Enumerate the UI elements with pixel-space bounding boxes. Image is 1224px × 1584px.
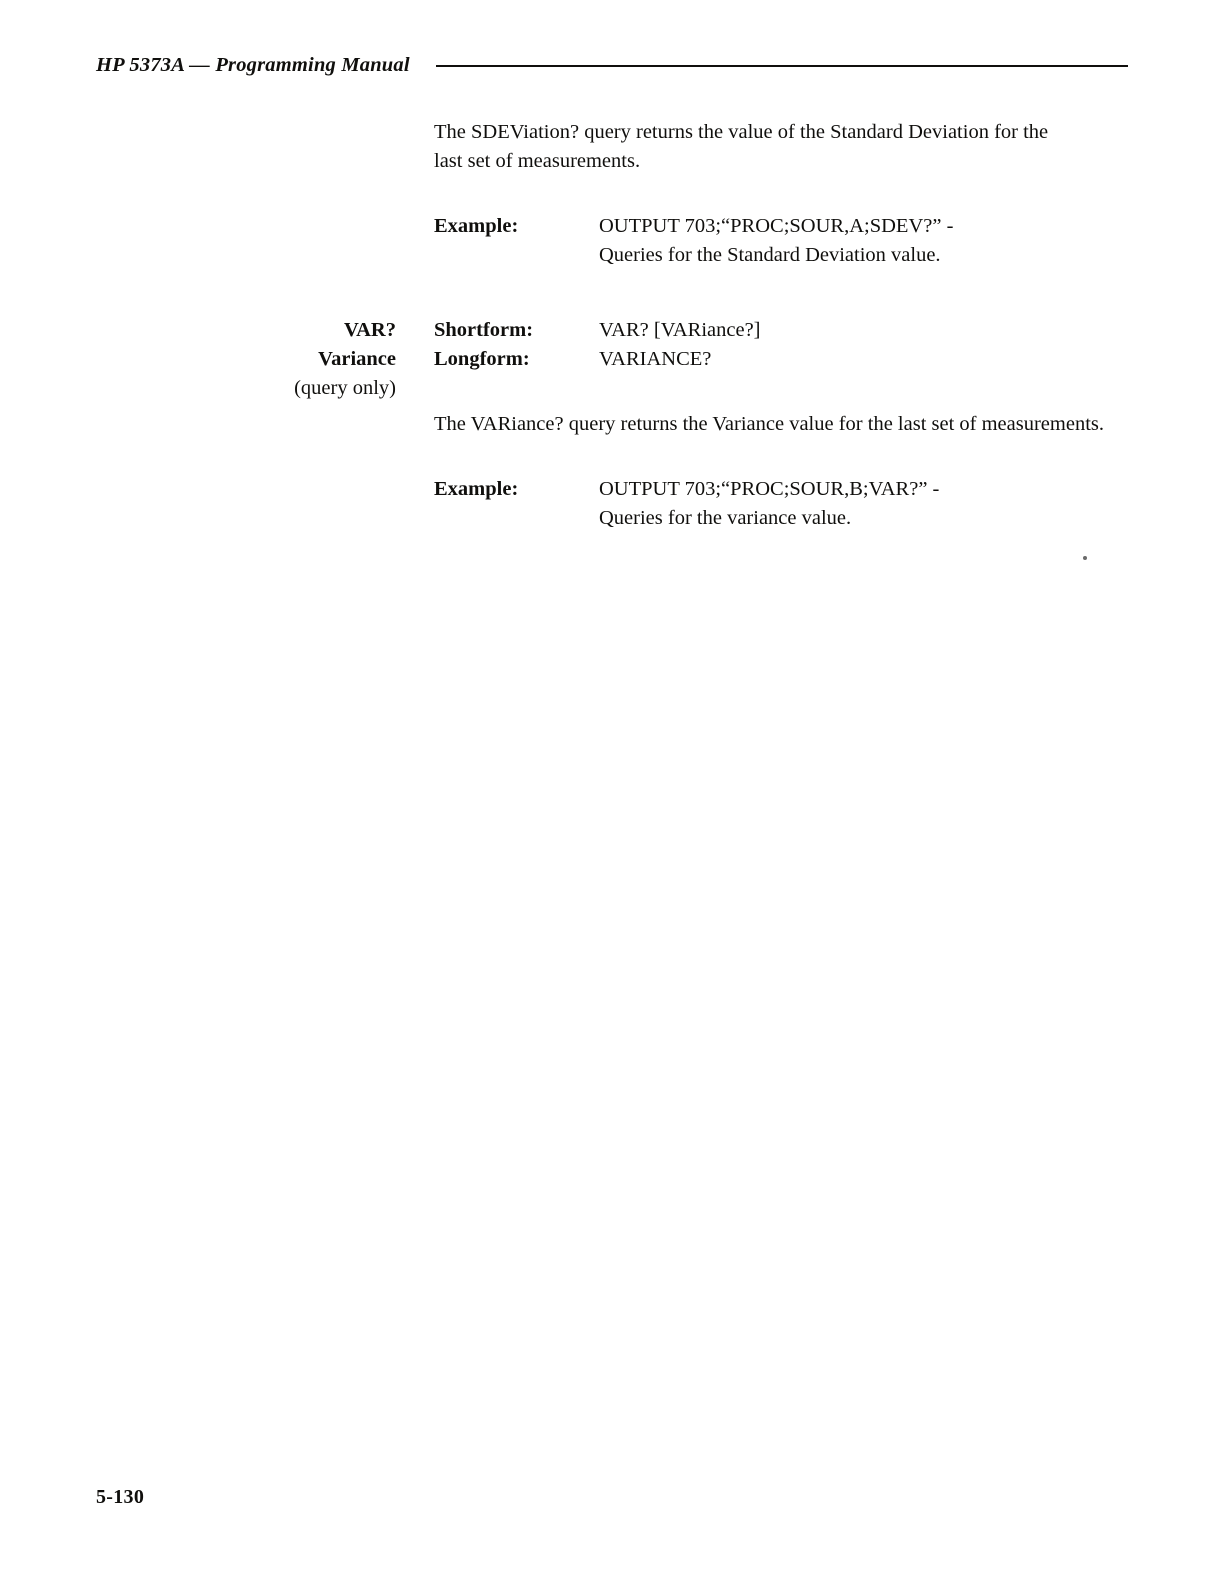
var-example-line-2: Queries for the variance value. <box>599 507 852 529</box>
sdev-example-line-1: OUTPUT 703;“PROC;SOUR,A;SDEV?” - <box>599 215 954 237</box>
var-side-heading-line-2: Variance <box>318 348 396 370</box>
var-example-line-1: OUTPUT 703;“PROC;SOUR,B;VAR?” - <box>599 478 940 500</box>
var-section <box>96 316 1128 533</box>
sdev-example-row <box>434 212 1128 270</box>
var-example-row <box>434 475 1128 533</box>
sdev-description-block <box>96 118 1128 176</box>
longform-label: Longform: <box>434 348 530 370</box>
var-description: The VARiance? query returns the Variance value for the last set of measurements. <box>434 413 1105 435</box>
sdev-description: The SDEViation? query returns the value of the Standard Deviation for the last set of measurements. <box>434 121 1049 172</box>
shortform-label: Shortform: <box>434 319 534 341</box>
var-example-label: Example: <box>434 478 519 500</box>
page-number: 5-130 <box>96 1486 145 1508</box>
longform-value: VARIANCE? <box>599 348 712 370</box>
var-side-heading-line-1: VAR? <box>343 319 396 341</box>
sdev-example-line-2: Queries for the Standard Deviation value. <box>599 244 941 266</box>
sdev-example-label: Example: <box>434 215 519 237</box>
var-shortform-row <box>434 316 1128 345</box>
var-side-heading <box>96 316 396 403</box>
header-rule <box>436 65 1128 67</box>
var-longform-row <box>434 345 1128 374</box>
page-speck <box>1083 556 1087 560</box>
document-body <box>96 118 1128 533</box>
sdev-example-value <box>599 212 1128 270</box>
manual-title: HP 5373A — Programming Manual <box>96 53 410 76</box>
page-header <box>96 48 1128 82</box>
var-side-heading-line-3: (query only) <box>294 377 396 399</box>
var-example-value <box>599 475 1128 533</box>
shortform-value: VAR? [VARiance?] <box>599 319 761 341</box>
